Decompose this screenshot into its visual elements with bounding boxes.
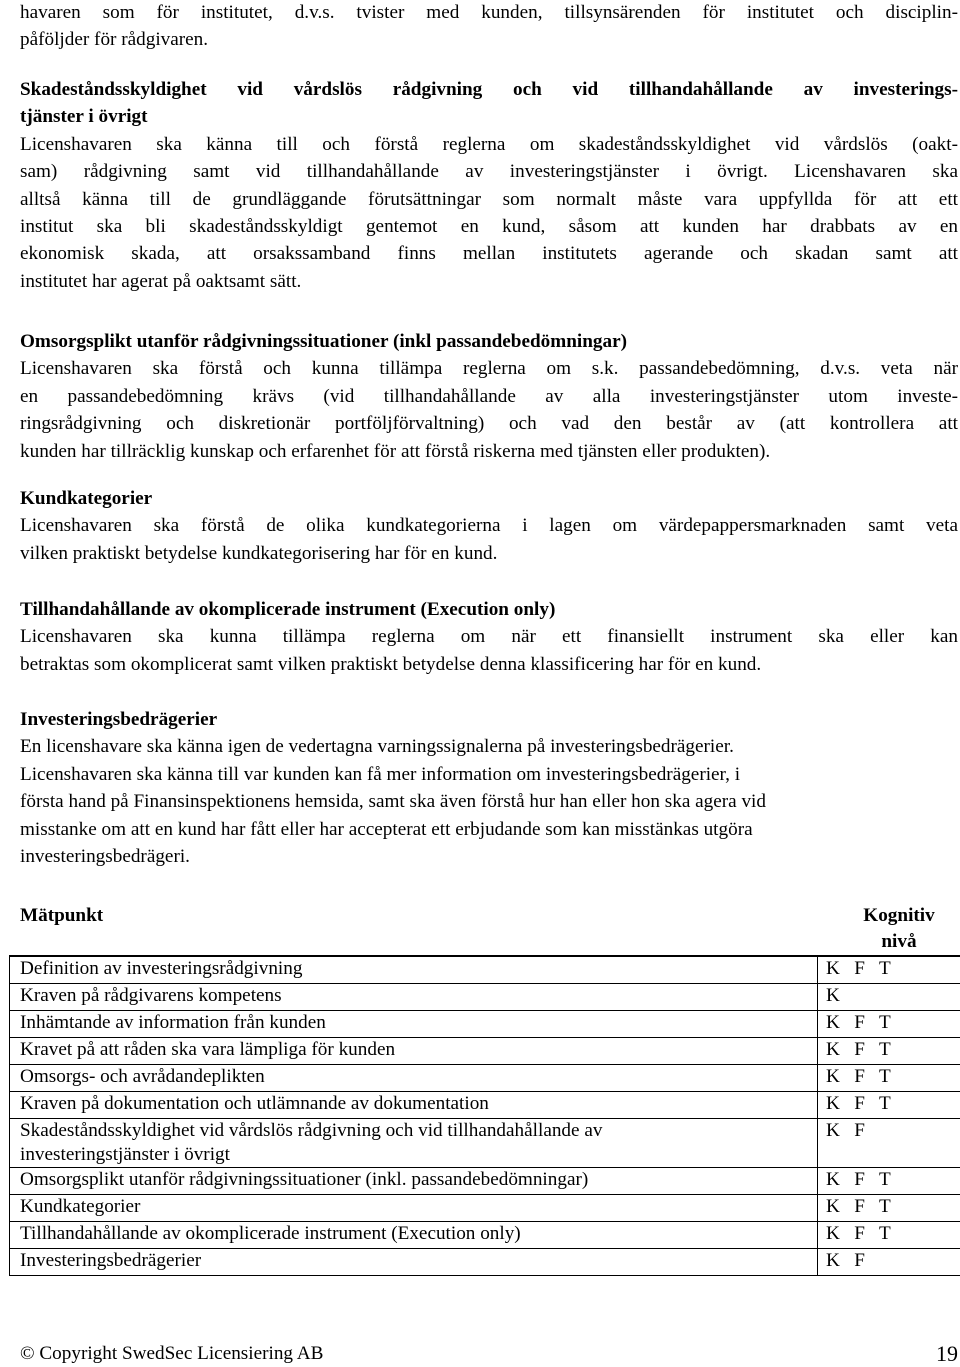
row-level: K F T (817, 1038, 960, 1065)
section-execution-only (20, 596, 958, 678)
section-heading: Investeringsbedrägerier (20, 706, 958, 733)
table-row (10, 1249, 960, 1276)
body-line: En licenshavare ska känna igen de vedertagna varningssignalerna på investeringsbedrägerier. (20, 733, 958, 760)
row-level: K F T (817, 956, 960, 984)
body-line: vilken praktiskt betydelse kundkategorisering har för en kund. (20, 540, 958, 567)
body-line: en passandebedömning krävs (vid tillhandahållande av alla investeringstjänster utom investe- (20, 383, 958, 410)
row-level: K (817, 984, 960, 1011)
row-level: K F (817, 1119, 960, 1168)
row-label: Omsorgsplikt utanför rådgivningssituationer (inkl. passandebedömningar) (10, 1168, 818, 1195)
table-row (10, 1119, 960, 1168)
body-line: misstanke om att en kund har fått eller har accepterat ett erbjudande som kan misstänkas utgöra (20, 816, 958, 843)
criteria-table (9, 955, 960, 1276)
row-label: Tillhandahållande av okomplicerade instrument (Execution only) (10, 1222, 818, 1249)
body-line: Licenshavaren ska förstå och kunna tillämpa reglerna om s.k. passandebedömning, d.v.s. veta när (20, 355, 958, 382)
row-level: K F T (817, 1222, 960, 1249)
table-row (10, 1092, 960, 1119)
section-investment-fraud (20, 706, 958, 870)
row-label: Inhämtande av information från kunden (10, 1011, 818, 1038)
body-line: Licenshavaren ska känna till och förstå reglerna om skadeståndsskyldighet vid vårdslös (oakt- (20, 131, 958, 158)
row-label-line: Skadeståndsskyldighet vid vårdslös rådgivning och vid tillhandahållande av (20, 1119, 817, 1143)
intro-line: påföljder för rådgivaren. (20, 26, 958, 53)
column-header-measure: Mätpunkt (20, 903, 103, 929)
table-row (10, 1065, 960, 1092)
page-footer (20, 1341, 958, 1367)
column-header-level-line: Kognitiv (840, 903, 958, 929)
body-line: Licenshavaren ska kunna tillämpa reglerna om när ett finansiellt instrument ska eller kan (20, 623, 958, 650)
table-row (10, 984, 960, 1011)
table-row (10, 1168, 960, 1195)
section-duty-of-care (20, 328, 958, 465)
row-level: K F (817, 1249, 960, 1276)
copyright-text: © Copyright SwedSec Licensiering AB (20, 1341, 323, 1367)
row-level: K F T (817, 1011, 960, 1038)
body-line: kunden har tillräcklig kunskap och erfarenhet för att förstå riskerna med tjänsten eller produkten). (20, 438, 958, 465)
body-line: första hand på Finansinspektionens hemsida, samt ska även förstå hur han eller hon ska agera vid (20, 788, 958, 815)
body-line: Licenshavaren ska känna till var kunden kan få mer information om investeringsbedrägerier, i (20, 761, 958, 788)
section-heading: Skadeståndsskyldighet vid vårdslös rådgivning och vid tillhandahållande av investerings- (20, 76, 958, 103)
row-label: Omsorgs- och avrådandeplikten (10, 1065, 818, 1092)
row-label: Kraven på rådgivarens kompetens (10, 984, 818, 1011)
body-line: institut ska bli skadeståndsskyldigt gentemot en kund, såsom att kunden har drabbats av en (20, 213, 958, 240)
table-row (10, 1222, 960, 1249)
body-line: ringsrådgivning och diskretionär portföljförvaltning) och vad den består av (att kontrollera att (20, 410, 958, 437)
row-label: Investeringsbedrägerier (10, 1249, 818, 1276)
body-line: Licenshavaren ska förstå de olika kundkategorierna i lagen om värdepappersmarknaden samt veta (20, 512, 958, 539)
body-line: alltså känna till de grundläggande förutsättningar som normalt måste vara uppfyllda för att ett (20, 186, 958, 213)
section-heading: Kundkategorier (20, 485, 958, 512)
body-line: investeringsbedrägeri. (20, 843, 958, 870)
body-line: betraktas som okomplicerat samt vilken praktiskt betydelse denna klassificering har för en kund. (20, 651, 958, 678)
body-line: sam) rådgivning samt vid tillhandahållande av investeringstjänster i övrigt. Licenshavaren ska (20, 158, 958, 185)
row-label: Kravet på att råden ska vara lämpliga för kunden (10, 1038, 818, 1065)
row-label: Definition av investeringsrådgivning (10, 956, 818, 984)
row-level: K F T (817, 1092, 960, 1119)
table-row (10, 1195, 960, 1222)
section-customer-categories (20, 485, 958, 567)
column-header-level (840, 903, 958, 955)
row-label: Kundkategorier (10, 1195, 818, 1222)
table-row (10, 1011, 960, 1038)
table-row (10, 956, 960, 984)
section-heading: tjänster i övrigt (20, 103, 958, 130)
table-row (10, 1038, 960, 1065)
section-heading: Tillhandahållande av okomplicerade instrument (Execution only) (20, 596, 958, 623)
body-line: ekonomisk skada, att orsakssamband finns mellan institutets agerande och skadan samt att (20, 240, 958, 267)
intro-paragraph (20, 0, 958, 54)
section-damages-liability (20, 76, 958, 295)
body-line: institutet har agerat på oaktsamt sätt. (20, 268, 958, 295)
row-label: Kraven på dokumentation och utlämnande av dokumentation (10, 1092, 818, 1119)
row-level: K F T (817, 1168, 960, 1195)
row-label (10, 1119, 818, 1168)
column-header-level-line: nivå (840, 929, 958, 955)
row-label-line: investeringstjänster i övrigt (20, 1143, 817, 1167)
intro-line: havaren som för institutet, d.v.s. tvister med kunden, tillsynsärenden för institutet och disciplin- (20, 0, 958, 26)
section-heading: Omsorgsplikt utanför rådgivningssituationer (inkl passandebedömningar) (20, 328, 958, 355)
row-level: K F T (817, 1195, 960, 1222)
table-header (20, 903, 958, 957)
row-level: K F T (817, 1065, 960, 1092)
page-number: 19 (936, 1341, 958, 1367)
